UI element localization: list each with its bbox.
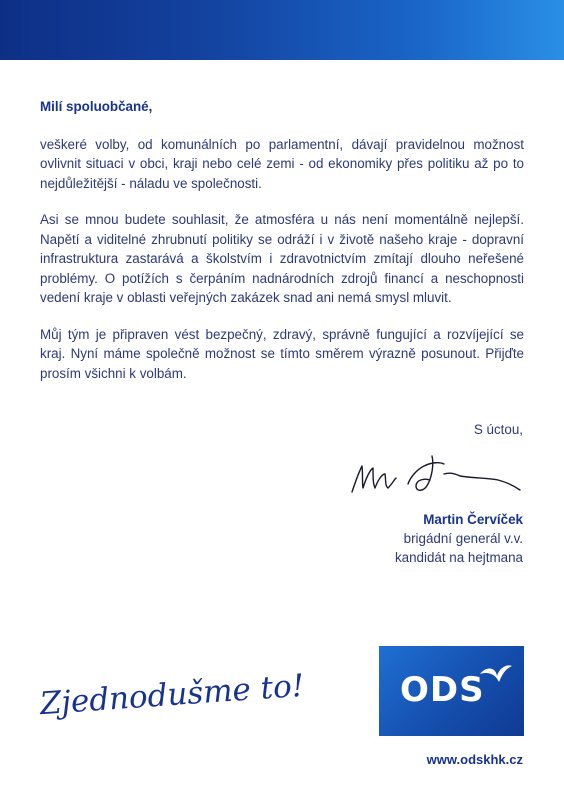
svg-text:Zjednodušme to!: Zjednodušme to! — [38, 667, 306, 723]
signature-block — [395, 510, 523, 567]
paragraph-2: Asi se mnou budete souhlasit, že atmosféra u nás není momentálně nejlepší. Napětí a viditelné zhrubnutí politiky se odráží i v životě našeho kraje - dopravní infrastruktura zastarává a školstvím i zdravotnictvím zmítají dlouho neřešené problémy. O potížích s čerpáním nadnárodních zdrojů financí a neschopnosti vedení kraje v oblasti veřejných zakázek snad ani nemá smysl mluvit. — [40, 212, 524, 305]
paragraph-1: veškeré volby, od komunálních po parlamentní, dávají pravidelnou možnost ovlivnit situaci v obci, kraji nebo celé zemi - od ekonomiky přes politiku až po to nejdůležitější - náladu ve společnosti. — [40, 136, 524, 191]
website-link[interactable]: www.odskhk.cz — [426, 752, 523, 767]
letter-body — [40, 97, 524, 400]
closing: S úctou, — [473, 422, 523, 437]
signatory-title: brigádní generál v.v. — [403, 531, 523, 546]
slogan-handwritten — [38, 662, 306, 728]
ods-logo — [379, 646, 524, 736]
bird-icon — [479, 662, 513, 684]
greeting: Milí spoluobčané, — [40, 99, 153, 114]
logo-text: ODS — [400, 670, 485, 710]
header-band — [0, 0, 564, 60]
paragraph-3: Můj tým je připraven vést bezpečný, zdravý, správně fungující a rozvíjející se kraj. Nyní máme společně možnost se tímto směrem výrazně posunout. Přijďte prosím všichni k volbám. — [40, 326, 524, 381]
handwritten-signature — [348, 444, 524, 500]
signatory-name: Martin Červíček — [423, 512, 523, 527]
signatory-role: kandidát na hejtmana — [394, 550, 523, 565]
